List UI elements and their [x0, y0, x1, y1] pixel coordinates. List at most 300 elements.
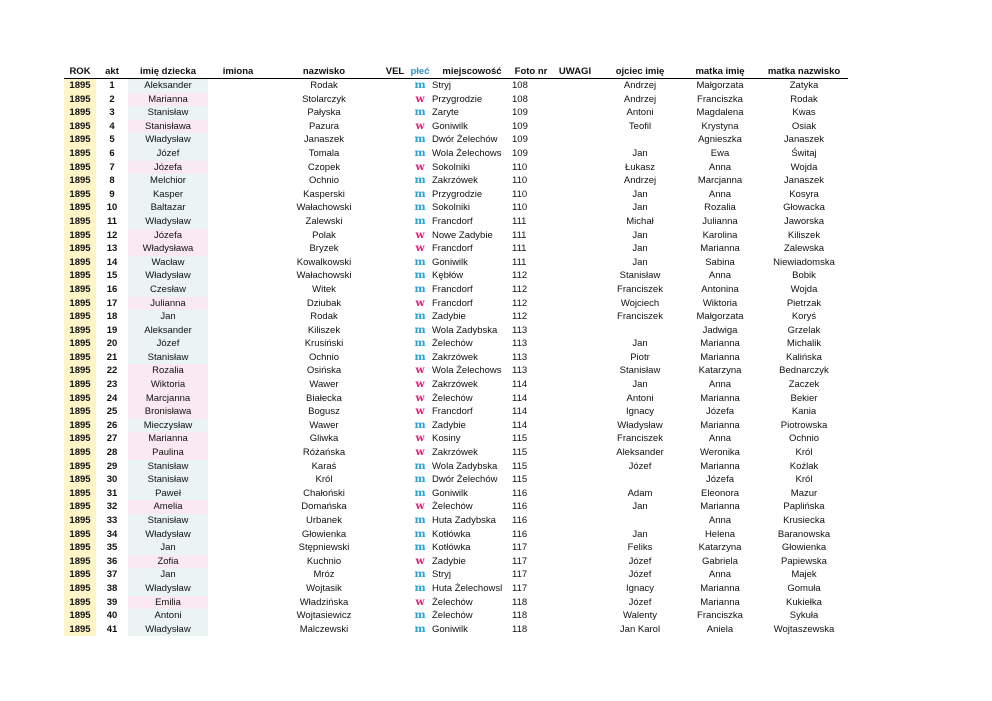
miejscowosc-cell[interactable]: Wola Żelechows	[432, 365, 502, 377]
nazwisko-cell[interactable]: Karaś	[311, 460, 337, 472]
rok-cell[interactable]: 1895	[64, 242, 96, 256]
matka-imie-cell[interactable]: Józefa	[706, 406, 734, 418]
matka-nazwisko-cell[interactable]: Jaworska	[783, 215, 825, 227]
uwagi-cell[interactable]	[550, 93, 600, 107]
ojciec-imie-cell[interactable]: Aleksander	[616, 447, 664, 459]
uwagi-cell[interactable]	[550, 405, 600, 419]
matka-nazwisko-cell[interactable]: Osiak	[791, 120, 817, 132]
plec-cell[interactable]: m	[414, 486, 426, 499]
imiona-cell[interactable]	[208, 174, 268, 188]
uwagi-cell[interactable]	[550, 269, 600, 283]
miejscowosc-cell[interactable]: Stryj	[432, 569, 451, 581]
nazwisko-cell[interactable]: Domańska	[301, 501, 347, 513]
ojciec-imie-cell[interactable]: Michał	[626, 215, 654, 227]
matka-imie-cell[interactable]: Marianna	[700, 351, 740, 363]
matka-imie-cell[interactable]: Anna	[708, 188, 732, 200]
akt-cell[interactable]: 20	[106, 338, 118, 350]
matka-nazwisko-cell[interactable]: Janaszek	[783, 134, 825, 146]
matka-nazwisko-cell[interactable]: Kiliszek	[787, 229, 821, 241]
header-akt[interactable]: akt	[96, 64, 128, 79]
akt-cell[interactable]: 32	[106, 501, 118, 513]
miejscowosc-cell[interactable]: Zakrzówek	[432, 351, 478, 363]
akt-cell[interactable]: 12	[106, 229, 118, 241]
rok-cell[interactable]: 1895	[64, 337, 96, 351]
matka-imie-cell[interactable]: Antonina	[701, 283, 739, 295]
plec-cell[interactable]: w	[415, 92, 425, 105]
plec-cell[interactable]: w	[415, 405, 425, 418]
nazwisko-cell[interactable]: Urbanek	[306, 515, 342, 526]
imiona-cell[interactable]	[208, 256, 268, 270]
akt-cell[interactable]: 33	[106, 515, 118, 526]
foto-nr-cell[interactable]: 108	[512, 93, 528, 105]
rok-cell[interactable]: 1895	[64, 229, 96, 243]
ojciec-imie-cell[interactable]: Andrzej	[623, 93, 657, 105]
vel-cell[interactable]	[380, 541, 410, 555]
imie-dziecka-cell[interactable]: Władysław	[128, 528, 208, 542]
imie-dziecka-cell[interactable]: Józefa	[128, 229, 208, 243]
ojciec-imie-cell[interactable]: Józef	[628, 596, 652, 608]
ojciec-imie-cell[interactable]	[600, 473, 680, 487]
miejscowosc-cell[interactable]: Huta Żelechowsl	[432, 582, 503, 594]
miejscowosc-cell[interactable]: Zadybie	[432, 555, 466, 567]
plec-cell[interactable]: w	[415, 296, 425, 309]
uwagi-cell[interactable]	[550, 174, 600, 188]
rok-cell[interactable]: 1895	[64, 188, 96, 202]
ojciec-imie-cell[interactable]: Jan	[632, 528, 648, 540]
foto-nr-cell[interactable]: 111	[512, 243, 527, 255]
vel-cell[interactable]	[380, 432, 410, 446]
rok-cell[interactable]: 1895	[64, 297, 96, 311]
matka-nazwisko-cell[interactable]: Bednarczyk	[779, 365, 829, 377]
ojciec-imie-cell[interactable]: Franciszek	[617, 311, 663, 323]
imie-dziecka-cell[interactable]: Rozalia	[128, 364, 208, 378]
matka-nazwisko-cell[interactable]: Kania	[791, 406, 817, 418]
matka-imie-cell[interactable]: Katarzyna	[698, 365, 742, 377]
foto-nr-cell[interactable]: 112	[512, 311, 528, 323]
miejscowosc-cell[interactable]: Przygrodzie	[432, 188, 483, 200]
uwagi-cell[interactable]	[550, 215, 600, 229]
vel-cell[interactable]	[380, 201, 410, 215]
imie-dziecka-cell[interactable]: Jan	[128, 568, 208, 582]
matka-imie-cell[interactable]: Marianna	[700, 582, 740, 594]
plec-cell[interactable]: m	[414, 568, 426, 581]
nazwisko-cell[interactable]: Zalewski	[305, 215, 343, 227]
imiona-cell[interactable]	[208, 229, 268, 243]
rok-cell[interactable]: 1895	[64, 324, 96, 338]
ojciec-imie-cell[interactable]: Franciszek	[617, 433, 663, 445]
nazwisko-cell[interactable]: Wojtasik	[306, 582, 342, 594]
matka-nazwisko-cell[interactable]: Zatyka	[789, 80, 819, 91]
header-foto-nr[interactable]: Foto nr	[512, 64, 550, 79]
foto-nr-cell[interactable]: 115	[512, 474, 528, 486]
rok-cell[interactable]: 1895	[64, 460, 96, 474]
ojciec-imie-cell[interactable]: Andrzej	[623, 175, 657, 187]
matka-imie-cell[interactable]: Anna	[708, 161, 732, 173]
akt-cell[interactable]: 25	[106, 406, 118, 418]
rok-cell[interactable]: 1895	[64, 405, 96, 419]
imie-dziecka-cell[interactable]: Marianna	[128, 93, 208, 107]
ojciec-imie-cell[interactable]	[600, 133, 680, 147]
vel-cell[interactable]	[380, 106, 410, 120]
matka-nazwisko-cell[interactable]: Wojda	[790, 161, 818, 173]
matka-nazwisko-cell[interactable]: Niewiadomska	[773, 256, 835, 268]
akt-cell[interactable]: 4	[109, 120, 115, 132]
vel-cell[interactable]	[380, 596, 410, 610]
vel-cell[interactable]	[380, 324, 410, 338]
imie-dziecka-cell[interactable]: Władysław	[128, 133, 208, 147]
rok-cell[interactable]: 1895	[64, 283, 96, 297]
imiona-cell[interactable]	[208, 79, 268, 93]
matka-nazwisko-cell[interactable]: Zalewska	[783, 243, 825, 255]
uwagi-cell[interactable]	[550, 133, 600, 147]
plec-cell[interactable]: m	[414, 187, 426, 200]
imiona-cell[interactable]	[208, 432, 268, 446]
plec-cell[interactable]: w	[415, 228, 425, 241]
foto-nr-cell[interactable]: 117	[512, 555, 528, 567]
vel-cell[interactable]	[380, 242, 410, 256]
matka-imie-cell[interactable]: Weronika	[700, 447, 740, 459]
ojciec-imie-cell[interactable]: Jan	[632, 501, 648, 513]
matka-imie-cell[interactable]: Eleonora	[700, 487, 740, 499]
matka-imie-cell[interactable]: Sabina	[705, 256, 735, 268]
uwagi-cell[interactable]	[550, 351, 600, 365]
matka-nazwisko-cell[interactable]: Bekier	[790, 392, 818, 404]
matka-nazwisko-cell[interactable]: Głowienka	[781, 542, 827, 554]
imie-dziecka-cell[interactable]: Władysław	[128, 215, 208, 229]
imiona-cell[interactable]	[208, 555, 268, 569]
plec-cell[interactable]: m	[414, 269, 426, 282]
vel-cell[interactable]	[380, 568, 410, 582]
matka-imie-cell[interactable]: Marianna	[700, 243, 740, 255]
foto-nr-cell[interactable]: 116	[512, 528, 528, 540]
matka-nazwisko-cell[interactable]: Papiewska	[781, 555, 827, 567]
miejscowosc-cell[interactable]: Nowe Zadybie	[432, 229, 493, 241]
imie-dziecka-cell[interactable]: Stanisław	[128, 473, 208, 487]
matka-nazwisko-cell[interactable]: Baranowska	[777, 528, 831, 540]
rok-cell[interactable]: 1895	[64, 514, 96, 528]
imiona-cell[interactable]	[208, 351, 268, 365]
uwagi-cell[interactable]	[550, 596, 600, 610]
imiona-cell[interactable]	[208, 473, 268, 487]
plec-cell[interactable]: m	[414, 473, 426, 486]
uwagi-cell[interactable]	[550, 79, 600, 93]
matka-nazwisko-cell[interactable]: Kukiełka	[786, 596, 822, 608]
matka-imie-cell[interactable]: Anna	[708, 379, 732, 391]
foto-nr-cell[interactable]: 117	[512, 542, 528, 554]
nazwisko-cell[interactable]: Kowalkowski	[296, 256, 352, 268]
vel-cell[interactable]	[380, 514, 410, 528]
imie-dziecka-cell[interactable]: Paweł	[128, 487, 208, 501]
rok-cell[interactable]: 1895	[64, 596, 96, 610]
ojciec-imie-cell[interactable]: Józef	[628, 460, 652, 472]
miejscowosc-cell[interactable]: Żelechów	[432, 596, 473, 608]
imiona-cell[interactable]	[208, 500, 268, 514]
imiona-cell[interactable]	[208, 201, 268, 215]
imie-dziecka-cell[interactable]: Aleksander	[128, 324, 208, 338]
miejscowosc-cell[interactable]: Kębłów	[432, 270, 464, 282]
foto-nr-cell[interactable]: 110	[512, 202, 528, 214]
uwagi-cell[interactable]	[550, 364, 600, 378]
imiona-cell[interactable]	[208, 487, 268, 501]
ojciec-imie-cell[interactable]: Władysław	[617, 419, 663, 431]
imie-dziecka-cell[interactable]: Melchior	[128, 174, 208, 188]
akt-cell[interactable]: 30	[106, 474, 118, 486]
matka-imie-cell[interactable]: Anna	[708, 569, 732, 581]
nazwisko-cell[interactable]: Stępniewski	[298, 542, 350, 554]
rok-cell[interactable]: 1895	[64, 133, 96, 147]
rok-cell[interactable]: 1895	[64, 79, 96, 93]
uwagi-cell[interactable]	[550, 419, 600, 433]
matka-imie-cell[interactable]: Ewa	[710, 147, 730, 159]
vel-cell[interactable]	[380, 174, 410, 188]
plec-cell[interactable]: m	[414, 214, 426, 227]
miejscowosc-cell[interactable]: Wola Żelechows	[432, 147, 502, 159]
uwagi-cell[interactable]	[550, 256, 600, 270]
matka-nazwisko-cell[interactable]: Kosyra	[789, 188, 819, 200]
uwagi-cell[interactable]	[550, 514, 600, 528]
ojciec-imie-cell[interactable]: Józef	[628, 555, 652, 567]
ojciec-imie-cell[interactable]: Walenty	[623, 610, 657, 622]
nazwisko-cell[interactable]: Wałachowski	[296, 270, 352, 282]
miejscowosc-cell[interactable]: Zakrzówek	[432, 379, 478, 391]
header-imie-dziecka[interactable]: imię dziecka	[128, 64, 208, 79]
foto-nr-cell[interactable]: 113	[512, 338, 528, 350]
vel-cell[interactable]	[380, 161, 410, 175]
foto-nr-cell[interactable]: 110	[512, 188, 528, 200]
foto-nr-cell[interactable]: 117	[512, 569, 528, 581]
plec-cell[interactable]: w	[415, 446, 425, 459]
akt-cell[interactable]: 37	[106, 569, 118, 581]
miejscowosc-cell[interactable]: Francdorf	[432, 297, 473, 309]
foto-nr-cell[interactable]: 114	[512, 406, 528, 418]
akt-cell[interactable]: 16	[106, 283, 118, 295]
matka-nazwisko-cell[interactable]: Grzelak	[787, 324, 821, 336]
plec-cell[interactable]: w	[415, 119, 425, 132]
uwagi-cell[interactable]	[550, 324, 600, 338]
matka-imie-cell[interactable]: Małgorzata	[696, 80, 744, 91]
header-vel[interactable]: VEL	[380, 64, 410, 79]
imiona-cell[interactable]	[208, 161, 268, 175]
foto-nr-cell[interactable]: 116	[512, 501, 528, 513]
nazwisko-cell[interactable]: Wawer	[309, 419, 339, 431]
plec-cell[interactable]: m	[414, 133, 426, 146]
uwagi-cell[interactable]	[550, 568, 600, 582]
imie-dziecka-cell[interactable]: Kasper	[128, 188, 208, 202]
akt-cell[interactable]: 39	[106, 596, 118, 608]
imiona-cell[interactable]	[208, 364, 268, 378]
imie-dziecka-cell[interactable]: Emilia	[128, 596, 208, 610]
miejscowosc-cell[interactable]: Goniwilk	[432, 487, 468, 499]
uwagi-cell[interactable]	[550, 378, 600, 392]
ojciec-imie-cell[interactable]: Jan	[632, 256, 648, 268]
imiona-cell[interactable]	[208, 147, 268, 161]
imiona-cell[interactable]	[208, 215, 268, 229]
miejscowosc-cell[interactable]: Przygrodzie	[432, 93, 483, 105]
akt-cell[interactable]: 3	[109, 107, 115, 119]
matka-imie-cell[interactable]: Marianna	[700, 596, 740, 608]
matka-imie-cell[interactable]: Rozalia	[704, 202, 736, 214]
uwagi-cell[interactable]	[550, 446, 600, 460]
ojciec-imie-cell[interactable]: Jan Karol	[619, 623, 661, 635]
akt-cell[interactable]: 38	[106, 582, 118, 594]
nazwisko-cell[interactable]: Głowienka	[301, 528, 347, 540]
imiona-cell[interactable]	[208, 120, 268, 134]
imiona-cell[interactable]	[208, 596, 268, 610]
rok-cell[interactable]: 1895	[64, 351, 96, 365]
foto-nr-cell[interactable]: 111	[512, 256, 527, 268]
ojciec-imie-cell[interactable]: Andrzej	[623, 80, 657, 91]
imiona-cell[interactable]	[208, 269, 268, 283]
akt-cell[interactable]: 1	[109, 80, 115, 91]
ojciec-imie-cell[interactable]: Antoni	[626, 392, 654, 404]
plec-cell[interactable]: w	[415, 364, 425, 377]
akt-cell[interactable]: 29	[106, 460, 118, 472]
imie-dziecka-cell[interactable]: Józef	[128, 337, 208, 351]
nazwisko-cell[interactable]: Mróz	[313, 569, 335, 581]
uwagi-cell[interactable]	[550, 106, 600, 120]
nazwisko-cell[interactable]: Stolarczyk	[302, 93, 346, 105]
nazwisko-cell[interactable]: Pałyska	[307, 107, 341, 119]
plec-cell[interactable]: m	[414, 337, 426, 350]
matka-nazwisko-cell[interactable]: Król	[795, 474, 813, 486]
nazwisko-cell[interactable]: Kiliszek	[307, 324, 341, 336]
rok-cell[interactable]: 1895	[64, 609, 96, 623]
akt-cell[interactable]: 6	[109, 147, 115, 159]
rok-cell[interactable]: 1895	[64, 174, 96, 188]
uwagi-cell[interactable]	[550, 500, 600, 514]
vel-cell[interactable]	[380, 460, 410, 474]
nazwisko-cell[interactable]: Kasperski	[303, 188, 345, 200]
akt-cell[interactable]: 28	[106, 447, 118, 459]
nazwisko-cell[interactable]: Bogusz	[308, 406, 340, 418]
akt-cell[interactable]: 17	[106, 297, 118, 309]
matka-nazwisko-cell[interactable]: Kwas	[792, 107, 816, 119]
ojciec-imie-cell[interactable]: Piotr	[630, 351, 650, 363]
header-matka-nazwisko[interactable]: matka nazwisko	[760, 64, 848, 79]
nazwisko-cell[interactable]: Krusiński	[304, 338, 344, 350]
akt-cell[interactable]: 31	[106, 487, 118, 499]
matka-imie-cell[interactable]: Gabriela	[702, 555, 738, 567]
rok-cell[interactable]: 1895	[64, 215, 96, 229]
plec-cell[interactable]: m	[414, 622, 426, 635]
plec-cell[interactable]: m	[414, 527, 426, 540]
plec-cell[interactable]: m	[414, 541, 426, 554]
akt-cell[interactable]: 13	[106, 243, 118, 255]
matka-imie-cell[interactable]: Agnieszka	[698, 134, 742, 146]
miejscowosc-cell[interactable]: Goniwilk	[432, 120, 468, 132]
ojciec-imie-cell[interactable]: Jan	[632, 229, 648, 241]
miejscowosc-cell[interactable]: Żelechów	[432, 338, 473, 350]
header-nazwisko[interactable]: nazwisko	[268, 64, 380, 79]
ojciec-imie-cell[interactable]: Stanisław	[619, 270, 661, 282]
nazwisko-cell[interactable]: Czopek	[307, 161, 341, 173]
matka-nazwisko-cell[interactable]: Gomuła	[787, 582, 821, 594]
plec-cell[interactable]: m	[414, 418, 426, 431]
miejscowosc-cell[interactable]: Żelechów	[432, 501, 473, 513]
imie-dziecka-cell[interactable]: Stanisław	[128, 514, 208, 528]
miejscowosc-cell[interactable]: Francdorf	[432, 243, 473, 255]
matka-nazwisko-cell[interactable]: Wojda	[790, 283, 818, 295]
akt-cell[interactable]: 41	[106, 623, 118, 635]
rok-cell[interactable]: 1895	[64, 432, 96, 446]
matka-nazwisko-cell[interactable]: Sykuła	[789, 610, 819, 622]
imie-dziecka-cell[interactable]: Baltazar	[128, 201, 208, 215]
nazwisko-cell[interactable]: Pazura	[308, 120, 340, 132]
foto-nr-cell[interactable]: 115	[512, 433, 528, 445]
nazwisko-cell[interactable]: Białecka	[306, 392, 342, 404]
uwagi-cell[interactable]	[550, 201, 600, 215]
imiona-cell[interactable]	[208, 446, 268, 460]
matka-imie-cell[interactable]: Jadwiga	[702, 324, 738, 336]
vel-cell[interactable]	[380, 351, 410, 365]
nazwisko-cell[interactable]: Król	[315, 474, 333, 486]
miejscowosc-cell[interactable]: Kosiny	[432, 433, 461, 445]
matka-imie-cell[interactable]: Anna	[708, 433, 732, 445]
vel-cell[interactable]	[380, 147, 410, 161]
matka-nazwisko-cell[interactable]: Rodak	[790, 93, 818, 105]
miejscowosc-cell[interactable]: Zakrzówek	[432, 175, 478, 187]
akt-cell[interactable]: 2	[109, 93, 115, 105]
plec-cell[interactable]: w	[415, 595, 425, 608]
ojciec-imie-cell[interactable]: Jan	[632, 243, 648, 255]
akt-cell[interactable]: 26	[106, 419, 118, 431]
imiona-cell[interactable]	[208, 568, 268, 582]
matka-imie-cell[interactable]: Marianna	[700, 392, 740, 404]
nazwisko-cell[interactable]: Gliwka	[309, 433, 339, 445]
uwagi-cell[interactable]	[550, 310, 600, 324]
miejscowosc-cell[interactable]: Dwór Żelechów	[432, 134, 498, 146]
miejscowosc-cell[interactable]: Kotłówka	[432, 542, 471, 554]
vel-cell[interactable]	[380, 229, 410, 243]
vel-cell[interactable]	[380, 487, 410, 501]
header-ojciec-imie[interactable]: ojciec imię	[600, 64, 680, 79]
vel-cell[interactable]	[380, 297, 410, 311]
imie-dziecka-cell[interactable]: Stanisław	[128, 460, 208, 474]
uwagi-cell[interactable]	[550, 188, 600, 202]
rok-cell[interactable]: 1895	[64, 568, 96, 582]
rok-cell[interactable]: 1895	[64, 256, 96, 270]
miejscowosc-cell[interactable]: Francdorf	[432, 215, 473, 227]
foto-nr-cell[interactable]: 113	[512, 351, 528, 363]
akt-cell[interactable]: 24	[106, 392, 118, 404]
uwagi-cell[interactable]	[550, 147, 600, 161]
matka-nazwisko-cell[interactable]: Zaczek	[788, 379, 820, 391]
ojciec-imie-cell[interactable]: Jan	[632, 147, 648, 159]
miejscowosc-cell[interactable]: Zadybie	[432, 419, 466, 431]
plec-cell[interactable]: w	[415, 500, 425, 513]
nazwisko-cell[interactable]: Rodak	[310, 80, 338, 91]
matka-nazwisko-cell[interactable]: Pietrzak	[786, 297, 822, 309]
ojciec-imie-cell[interactable]: Antoni	[626, 107, 654, 119]
rok-cell[interactable]: 1895	[64, 106, 96, 120]
vel-cell[interactable]	[380, 256, 410, 270]
foto-nr-cell[interactable]: 111	[512, 215, 527, 227]
matka-nazwisko-cell[interactable]: Kalińska	[786, 351, 822, 363]
ojciec-imie-cell[interactable]: Teofil	[628, 120, 652, 132]
vel-cell[interactable]	[380, 120, 410, 134]
imie-dziecka-cell[interactable]: Władysław	[128, 582, 208, 596]
plec-cell[interactable]: m	[414, 255, 426, 268]
ojciec-imie-cell[interactable]: Stanisław	[619, 365, 661, 377]
imiona-cell[interactable]	[208, 310, 268, 324]
foto-nr-cell[interactable]: 116	[512, 487, 528, 499]
imiona-cell[interactable]	[208, 283, 268, 297]
matka-imie-cell[interactable]: Anna	[708, 515, 732, 526]
foto-nr-cell[interactable]: 110	[512, 161, 528, 173]
nazwisko-cell[interactable]: Różańska	[302, 447, 346, 459]
imie-dziecka-cell[interactable]: Bronisława	[128, 405, 208, 419]
foto-nr-cell[interactable]: 109	[512, 107, 528, 119]
